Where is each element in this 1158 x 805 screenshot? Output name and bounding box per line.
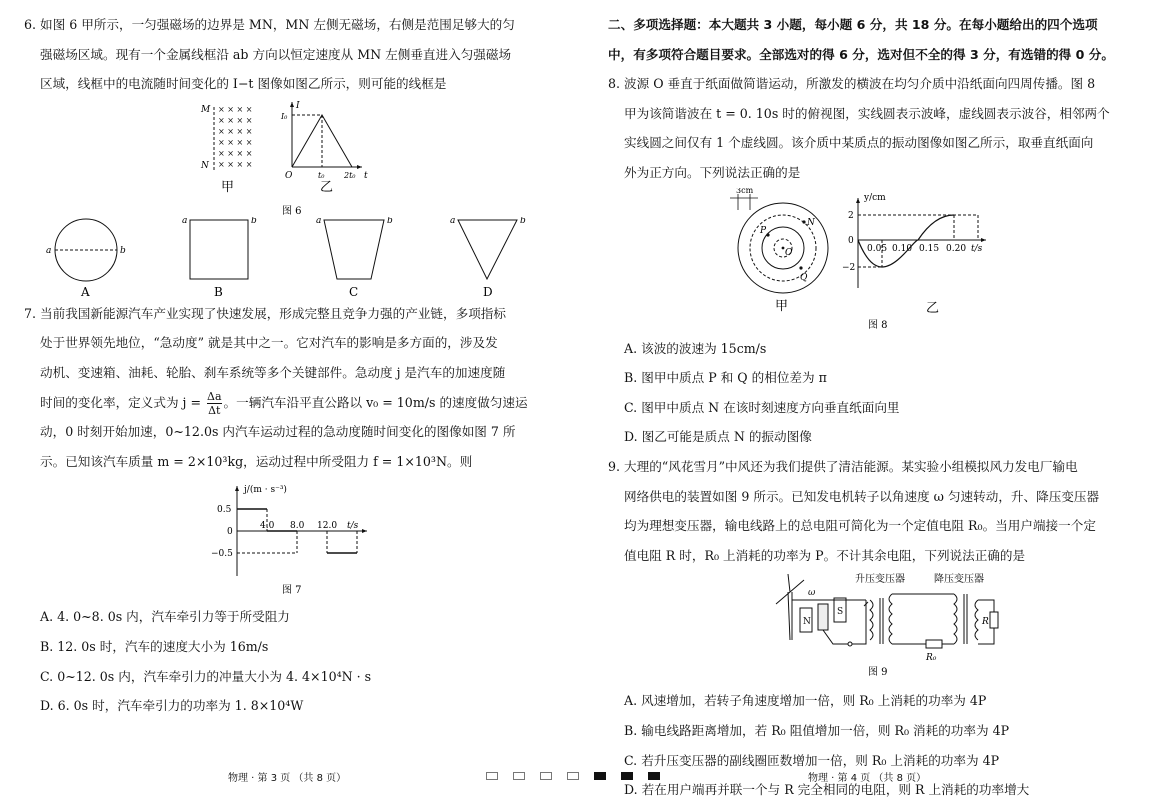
x-tick-3: 12.0 [317, 521, 338, 532]
figure-8 [608, 188, 1142, 330]
label-t0: t₀ [318, 170, 325, 180]
svg-text:a: a [450, 216, 456, 226]
option-A: A. 风速增加，若转子角速度增加一倍，则 R₀ 上消耗的功率为 4P [624, 693, 987, 709]
y-tick-0: 0 [848, 235, 854, 246]
left-page [24, 10, 558, 721]
svg-text:× × × ×: × × × × [218, 159, 253, 169]
chart-xlabel: t/s [347, 521, 359, 532]
option-C: C. 0~12. 0s 内，汽车牵引力的冲量大小为 4. 4×10⁴N · s [40, 668, 372, 684]
figure-7 [24, 476, 558, 596]
x-tick-4: 0.20 [946, 243, 967, 254]
chart-ylabel: j/(m · s⁻³) [244, 485, 287, 496]
page-navigator [486, 772, 660, 780]
option-B: B. 12. 0s 时，汽车的速度大小为 16m/s [40, 638, 269, 654]
jerk-fraction: $\frac{\Delta a}{\Delta t}$ [207, 389, 222, 417]
question-9: 9. 大理的“风花雪月”中风还为我们提供了清洁能源。某实验小组模拟风力发电厂输电 网络供电的装置如图 9 所示。已知发电机转子以角速度 ω 匀速转动，升、降压变压器 均为理想变压器，输电线路上的总电阻可简化为一个定值电阻 R₀。当用户端接一个定 值电阻 R 时，R₀ 上消耗的功率为 P。不计其余电阻，下列说法正确的是 N S ω 升压变压器 R₀ 降压变压器 R 图 9 A. 风速增加，若转子角速度增加一倍，则 R₀ 上消耗的功率为 4P B. 输电线路距离增加，若 R₀ 阻值增加一倍，则 R₀ 消耗的功率为 4P C. 若升压变压器的副线圈匝数增加一倍，则 R₀ 上消耗的功率为 4P D. 若在用户端再并联一个与 R 完全相同的电阻，则 R 上消耗的功率增大 [608, 452, 1142, 805]
figure-8-caption: 图 8 [868, 319, 888, 330]
svg-text:b: b [251, 216, 257, 226]
label-2t0: 2t₀ [344, 170, 356, 180]
x-tick-3: 0.15 [919, 243, 940, 254]
svg-text:a: a [46, 245, 52, 256]
x-tick-2: 0.10 [892, 243, 913, 254]
svg-text:× × × ×: × × × × [218, 126, 253, 136]
option-D: D. 图乙可能是质点 N 的振动图像 [624, 429, 812, 445]
option-B: B. 图甲中质点 P 和 Q 的相位差为 π [624, 370, 827, 386]
option-A: A. 该波的波速为 15cm/s [624, 340, 767, 356]
page-footer-right: 物理 · 第 4 页 （共 8 页） [808, 773, 927, 784]
label-P: P [760, 225, 767, 236]
question-7: 7. 当前我国新能源汽车产业实现了快速发展，形成完整且竞争力强的产业链，多项指标 处于世界领先地位，“急动度” 就是其中之一。它对汽车的影响是多方面的，涉及发 动机、变速箱、油耗、轮胎、刹车系统等多个关键部件。急动度 j 是汽车的加速度随 时间的变化率，定义式为 j = $\frac{\Delta a}{\Delta t}$ 。一辆汽车沿平直公路以 v₀ = 10m/s 的速度做匀速运 动，0 时刻开始加速，0~12.0s 内汽车运动过程的急动度随时间变化的图像如图 7 所 示。已知该汽车质量 m = 2×10³kg，运动过程中所受阻力 f = 1×10³N。则 j/(m · s⁻³) 0.5 0 −0.5 4.0 8.0 12.0 t/s 图 7 A. 4. 0~8. 0s 内，汽车牵引力等于所受阻力 B. 12. 0s 时，汽车的速度大小为 16m/s C. 0~12. 0s 内，汽车牵引力的冲量大小为 4. 4×10⁴N · s D. 6. 0s 时，汽车牵引力的功率为 1. 8×10⁴W [24, 299, 558, 721]
option-C: C. 图甲中质点 N 在该时刻速度方向垂直纸面向里 [624, 399, 900, 415]
transmission-line [892, 594, 954, 648]
label-yi: 乙 [320, 179, 334, 195]
figure-7-caption: 图 7 [282, 585, 302, 597]
question-6: 6. 如图 6 甲所示，一匀强磁场的边界是 MN，MN 左侧无磁场，右侧是范围足够大的匀 强磁场区域。现有一个金属线框沿 ab 方向以恒定速度从 MN 左侧垂直进入匀强磁场 区域，线框中的电流随时间变化的 I−t 图像如图乙所示，则可能的线框是 M N × × × × × × × × × × × × × × × × × × × × × × × × 甲 I I₀ O t₀ 2t₀ t 乙 图 6 a b A a b B a b C a b D [24, 10, 558, 299]
label-jia: 甲 [775, 298, 789, 314]
label-O: O [285, 170, 293, 181]
y-tick-neg2: −2 [842, 262, 856, 273]
page-footer-left: 物理 · 第 3 页 （共 8 页） [228, 773, 347, 784]
label-O: O [785, 247, 793, 258]
svg-text:a: a [316, 216, 322, 226]
question-number: 6. [24, 17, 37, 32]
question-number: 9. [608, 458, 621, 474]
figure-8-yi [842, 193, 986, 316]
page-dot[interactable] [513, 772, 525, 780]
label-M: M [201, 104, 211, 115]
svg-text:× × × ×: × × × × [218, 148, 253, 158]
question-number: 7. [24, 305, 37, 321]
label-yi: 乙 [926, 300, 940, 316]
label-I: I [296, 100, 300, 111]
option-D-shape [450, 217, 526, 299]
label-step-up: 升压变压器 [855, 574, 905, 586]
section-heading-2: 中，有多项符合题目要求。全部选对的得 6 分，选对但不全的得 3 分，有选错的得 0 分。 [608, 46, 1114, 62]
x-tick-2: 8.0 [290, 521, 305, 532]
figure-6-yi [280, 101, 368, 195]
step-down-transformer [954, 594, 998, 644]
label-t: t [364, 170, 368, 181]
right-page [608, 10, 1142, 805]
svg-text:× × × ×: × × × × [218, 104, 253, 114]
label-N: N [807, 217, 815, 228]
label-step-down: 降压变压器 [934, 574, 984, 586]
x-tick-1: 4.0 [260, 521, 275, 532]
y-tick-2: 2 [848, 210, 854, 221]
label-N: N [201, 160, 209, 171]
svg-text:b: b [120, 245, 126, 256]
label-3cm: 3cm [736, 187, 754, 195]
generator [792, 588, 852, 646]
option-A-shape [46, 219, 126, 299]
svg-text:b: b [387, 216, 393, 226]
option-B: B. 输电线路距离增加，若 R₀ 阻值增加一倍，则 R₀ 消耗的功率为 4P [624, 722, 1010, 738]
option-D: D. 6. 0s 时，汽车牵引力的功率为 1. 8×10⁴W [40, 698, 304, 714]
figure-9 [608, 570, 1142, 678]
step-up-transformer [850, 594, 892, 644]
section-heading: 二、多项选择题：本大题共 3 小题，每小题 6 分，共 18 分。在每小题给出的四个选项 [608, 17, 1098, 32]
question-8: 8. 波源 O 垂直于纸面做简谐运动，所激发的横波在均匀介质中沿纸面向四周传播。图 8 甲为该简谐波在 t = 0. 10s 时的俯视图，实线圆表示波峰，虚线圆表示波谷，相邻两个 实线圆之间仅有 1 个虚线圆。该介质中某质点的振动图像如图乙所示，取垂直纸面向 外为正方向。下列说法正确的是 3cm P N O Q 甲 y/cm 2 0 −2 0.05 0.10 0.15 0.20 t/s 乙 图 8 A. 该波的波速为 15cm/s B. 图甲中质点 P 和 Q 的相位差为 π C. 图甲中质点 N 在该时刻速度方向垂直纸面向里 D. 图乙可能是质点 N 的振动图像 [608, 69, 1142, 452]
figure-9-caption: 图 9 [868, 667, 888, 679]
option-B-shape [182, 217, 257, 299]
y-tick-neg: −0.5 [211, 549, 233, 560]
option-C-label: C [349, 284, 359, 299]
option-A-label: A [81, 284, 90, 299]
option-D: D. 若在用户端再并联一个与 R 完全相同的电阻，则 R 上消耗的功率增大 [624, 782, 1030, 798]
question-number: 8. [608, 76, 621, 92]
svg-text:b: b [520, 216, 526, 226]
label-N: N [803, 617, 811, 628]
y-tick-pos: 0.5 [217, 505, 232, 516]
label-S: S [837, 607, 844, 618]
figure-6 [24, 99, 558, 217]
y-tick-zero: 0 [227, 527, 233, 538]
label-omega: ω [808, 588, 816, 599]
page-dot-active[interactable] [621, 772, 633, 780]
option-B-label: B [214, 284, 223, 299]
label-R: R [982, 617, 989, 628]
label-Q: Q [800, 272, 808, 283]
chart-xlabel: t/s [971, 243, 983, 254]
page-dot-active[interactable] [594, 772, 606, 780]
x-tick-1: 0.05 [867, 243, 888, 254]
label-I0: I₀ [281, 111, 288, 121]
chart-ylabel: y/cm [864, 192, 886, 203]
option-D-label: D [483, 284, 493, 299]
figure-6-options [24, 217, 558, 299]
option-A: A. 4. 0~8. 0s 内，汽车牵引力等于所受阻力 [40, 609, 290, 625]
page-dot[interactable] [486, 772, 498, 780]
label-R0: R₀ [926, 653, 937, 664]
figure-6-jia [200, 105, 252, 195]
figure-8-jia [730, 188, 828, 314]
option-C-shape [316, 217, 393, 299]
page-dot[interactable] [567, 772, 579, 780]
svg-text:× × × ×: × × × × [218, 115, 253, 125]
option-C: C. 若升压变压器的副线圈匝数增加一倍，则 R₀ 上消耗的功率为 4P [624, 752, 1000, 768]
label-jia: 甲 [221, 179, 235, 195]
svg-text:a: a [182, 216, 188, 226]
svg-text:× × × ×: × × × × [218, 137, 253, 147]
field-crosses [218, 105, 252, 169]
page-dot[interactable] [540, 772, 552, 780]
figure-6-caption: 图 6 [282, 205, 302, 217]
page-dot-active[interactable] [648, 772, 660, 780]
